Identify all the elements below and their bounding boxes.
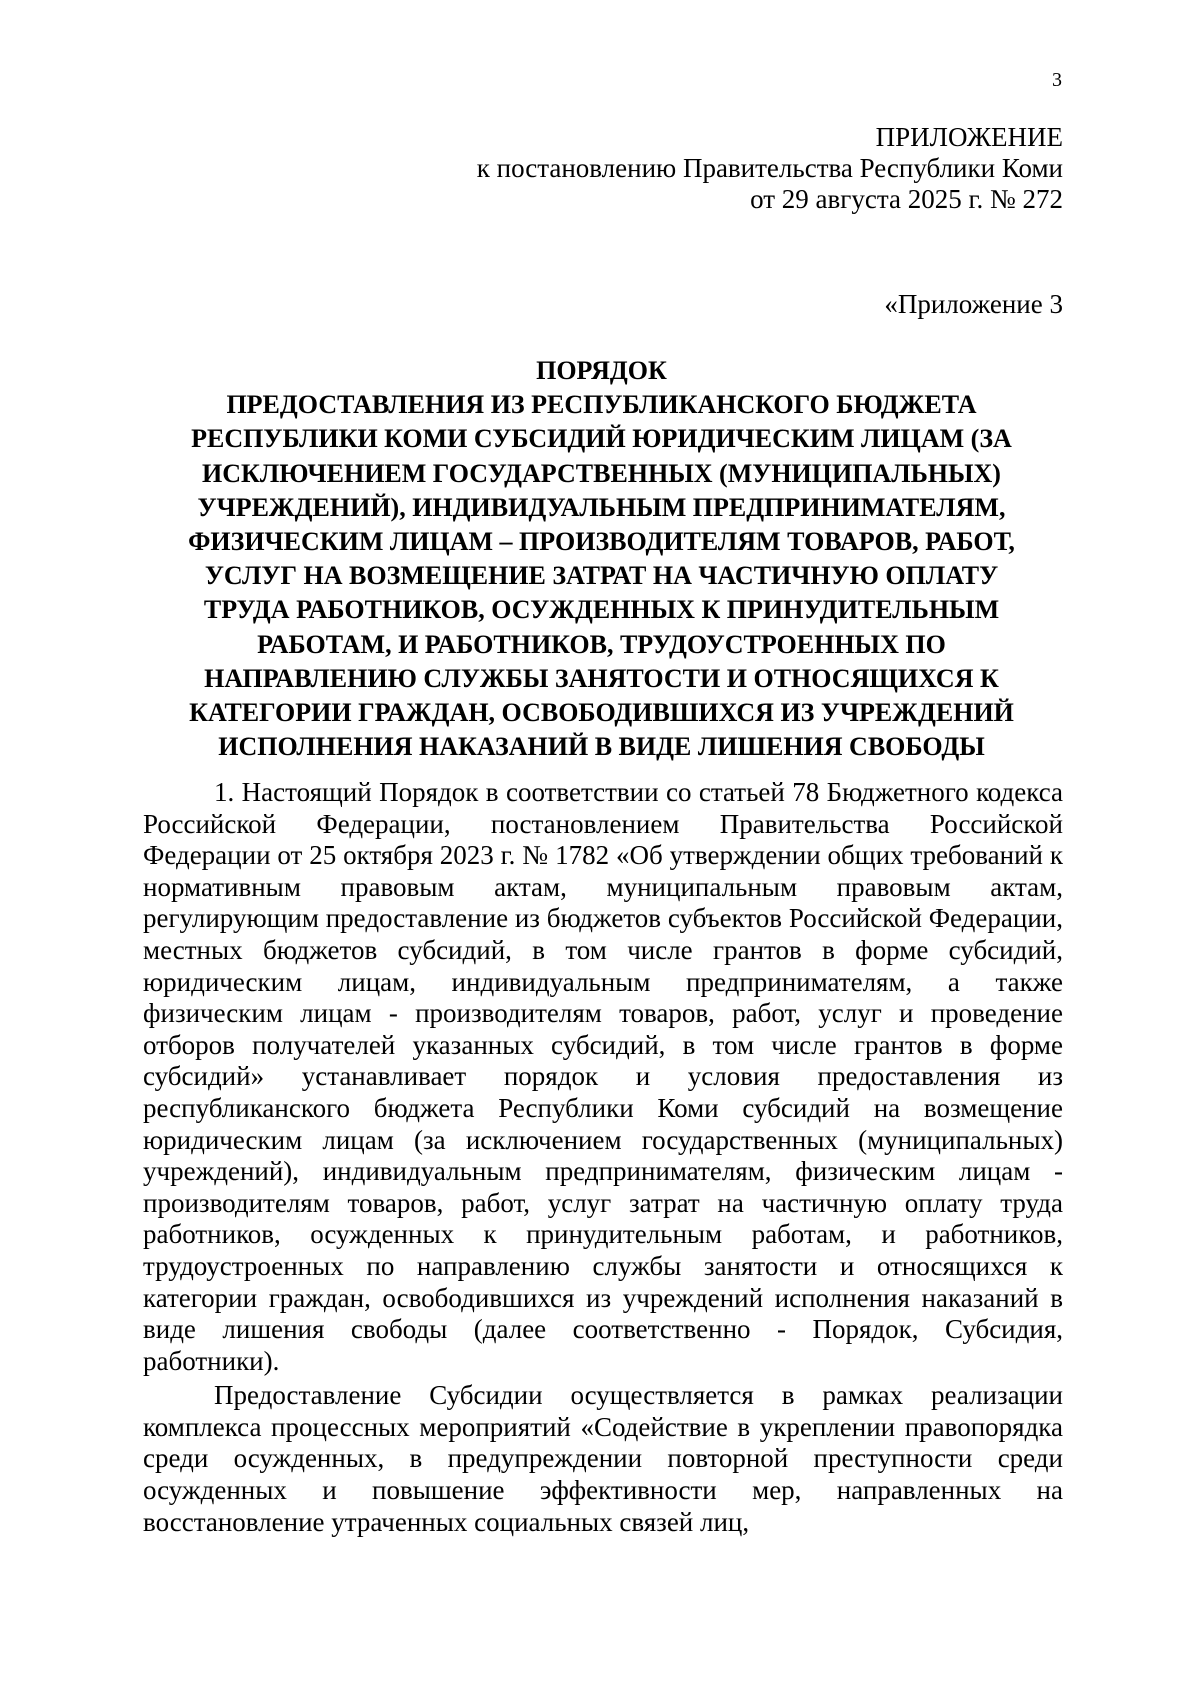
title-line: ПРЕДОСТАВЛЕНИЯ ИЗ РЕСПУБЛИКАНСКОГО БЮДЖЕТА <box>226 390 977 420</box>
title-line: НАПРАВЛЕНИЮ СЛУЖБЫ ЗАНЯТОСТИ И ОТНОСЯЩИХСЯ К <box>204 663 999 693</box>
appendix-label: ПРИЛОЖЕНИЕ <box>875 122 1063 152</box>
title-line: КАТЕГОРИИ ГРАЖДАН, ОСВОБОДИВШИХСЯ ИЗ УЧРЕЖДЕНИЙ <box>189 698 1014 728</box>
appendix-header <box>477 122 1063 215</box>
title-line: ИСКЛЮЧЕНИЕМ ГОСУДАРСТВЕННЫХ (МУНИЦИПАЛЬНЫХ) <box>202 458 1001 488</box>
document-body <box>143 777 1063 1541</box>
page-number: 3 <box>1052 69 1062 91</box>
body-paragraph: Предоставление Субсидии осуществляется в рамках реализации комплекса процессных мероприятий «Содействие в укреплении правопорядка среди осужденных, в предупреждении повторной преступности среди осужденных и повышение эффективности мер, направленных на восстановление утраченных социальных связей лиц, <box>143 1380 1063 1537</box>
title-line: ПОРЯДОК <box>536 356 667 385</box>
appendix-resolution-ref: к постановлению Правительства Республики Коми <box>476 153 1063 183</box>
document-title <box>140 354 1063 764</box>
title-line: ИСПОЛНЕНИЯ НАКАЗАНИЙ В ВИДЕ ЛИШЕНИЯ СВОБОДЫ <box>218 732 985 762</box>
appendix-resolution-date: от 29 августа 2025 г. № 272 <box>750 184 1063 214</box>
title-line: УЧРЕЖДЕНИЙ), ИНДИВИДУАЛЬНЫМ ПРЕДПРИНИМАТЕЛЯМ, <box>197 492 1006 522</box>
body-paragraph: 1. Настоящий Порядок в соответствии со статьей 78 Бюджетного кодекса Российской Федерации, постановлением Правительства Российской Федерации от 25 октября 2023 г. № 1782 «Об утверждении общих требований к нормативным правовым актам, муниципальным правовым актам, регулирующим предоставление из бюджетов субъектов Российской Федерации, местных бюджетов субсидий, в том числе грантов в форме субсидий, юридическим лицам, индивидуальным предпринимателям, а также физическим лицам - производителям товаров, работ, услуг и проведение отборов получателей указанных субсидий, в том числе грантов в форме субсидий» устанавливает порядок и условия предоставления из республиканского бюджета Республики Коми субсидий на возмещение юридическим лицам (за исключением государственных (муниципальных) учреждений), индивидуальным предпринимателям, физическим лицам - производителям товаров, работ, услуг затрат на частичную оплату труда работников, осужденных к принудительным работам, и работников, трудоустроенных по направлению службы занятости и относящихся к категории граждан, освободившихся из учреждений исполнения наказаний в виде лишения свободы (далее соответственно - Порядок, Субсидия, работники). <box>143 777 1063 1376</box>
title-line: ТРУДА РАБОТНИКОВ, ОСУЖДЕННЫХ К ПРИНУДИТЕЛЬНЫМ <box>203 595 1000 625</box>
annex-reference: «Приложение 3 <box>884 289 1063 319</box>
title-line: РЕСПУБЛИКИ КОМИ СУБСИДИЙ ЮРИДИЧЕСКИМ ЛИЦАМ (ЗА <box>191 424 1012 454</box>
title-line: РАБОТАМ, И РАБОТНИКОВ, ТРУДОУСТРОЕННЫХ ПО <box>257 629 946 659</box>
title-line: ФИЗИЧЕСКИМ ЛИЦАМ – ПРОИЗВОДИТЕЛЯМ ТОВАРОВ, РАБОТ, <box>188 527 1015 557</box>
title-line: УСЛУГ НА ВОЗМЕЩЕНИЕ ЗАТРАТ НА ЧАСТИЧНУЮ ОПЛАТУ <box>204 561 999 591</box>
